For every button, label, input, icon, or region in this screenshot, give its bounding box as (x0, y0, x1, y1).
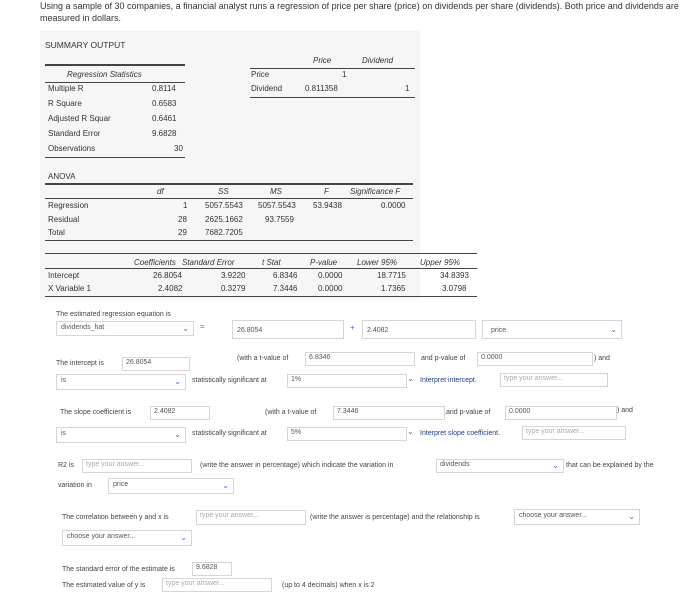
equation-y-value: dividends_hat (61, 324, 105, 331)
stat-value: 0.8114 (152, 84, 176, 93)
slope-is-select[interactable] (56, 427, 186, 443)
coef-header: Standard Error (182, 258, 235, 267)
slope-significance-input[interactable] (287, 427, 407, 441)
chevron-down-icon: ⌄ (407, 427, 414, 436)
coef-header: Upper 95% (420, 258, 461, 267)
anova-cell: 93.7559 (265, 215, 294, 224)
coef-cell: 26.8054 (153, 271, 182, 280)
slope-tvalue-value: 7.3446 (337, 408, 359, 415)
stat-label: Adjusted R Squar (48, 114, 111, 123)
anova-header: df (157, 187, 164, 196)
anova-row-label: Regression (48, 201, 89, 210)
slope-tvalue-input[interactable] (333, 406, 445, 420)
coef-header: t Stat (262, 258, 281, 267)
direction-select[interactable] (62, 530, 192, 546)
standard-error-input[interactable] (192, 562, 232, 576)
corr-col-price: Price (313, 56, 332, 65)
variation-in-label: variation in (58, 482, 92, 489)
relationship-select[interactable] (514, 509, 640, 525)
slope-tvalue-text: (with a t-value of (265, 409, 317, 416)
r2-variable-select[interactable] (436, 459, 564, 473)
anova-cell: 1 (183, 201, 188, 210)
anova-title: ANOVA (48, 172, 76, 181)
pvalue-text: and p-value of (421, 355, 466, 362)
stat-label: Observations (48, 144, 96, 153)
coef-cell: 0.0000 (318, 271, 343, 280)
coef-cell: 2.4082 (158, 284, 183, 293)
anova-header: MS (270, 187, 282, 196)
corr-value: 1 (342, 70, 347, 79)
coef-cell: 0.3279 (221, 284, 246, 293)
anova-header: F (324, 187, 329, 196)
interpret-slope-label: Interpret slope coefficient. (420, 430, 501, 437)
interpret-slope-placeholder: type your answer... (526, 428, 585, 435)
equation-y-select[interactable] (56, 321, 194, 336)
coef-cell: 3.9220 (221, 271, 246, 280)
slope-input-value: 2.4082 (367, 327, 389, 334)
slope-pvalue-input[interactable] (505, 406, 617, 420)
estimated-value-label: The estimated value of y is (62, 582, 146, 589)
corr-value: 0.811358 (305, 84, 338, 93)
anova-header: SS (218, 187, 229, 196)
standard-error-label: The standard error of the estimate is (62, 566, 175, 573)
chevron-down-icon: ⌄ (182, 323, 189, 333)
stat-value: 0.6583 (152, 99, 177, 108)
regression-statistics-title: Regression Statistics (67, 70, 142, 79)
slope-answer-input[interactable] (150, 406, 210, 420)
intercept-significance-value: 1% (291, 376, 302, 383)
coef-cell: 1.7365 (381, 284, 406, 293)
correlation-note: (write the answer is percentage) and the relationship is (310, 514, 480, 521)
slope-answer-value: 2.4082 (154, 408, 176, 415)
chevron-down-icon: ⌄ (628, 512, 635, 522)
corr-row-price: Price (251, 70, 270, 79)
anova-cell: 5057.5543 (205, 201, 243, 210)
chevron-down-icon: ⌄ (174, 430, 181, 440)
significance-text: statistically significant at (192, 430, 267, 437)
slope-significance-value: 5% (291, 429, 302, 436)
correlation-placeholder: type your answer... (200, 512, 259, 519)
relationship-value: choose your answer... (519, 512, 588, 519)
coef-row-label: Intercept (48, 271, 80, 280)
r2-label: R2 is (58, 462, 74, 469)
anova-cell: 5057.5543 (258, 201, 296, 210)
correlation-input[interactable] (196, 510, 306, 525)
coef-row-label: X Variable 1 (48, 284, 91, 293)
r2-placeholder: type your answer... (86, 461, 145, 468)
coef-header: Coefficients (134, 258, 176, 267)
stat-value: 9.6828 (152, 129, 177, 138)
coef-cell: 18.7715 (377, 271, 406, 280)
coef-cell: 7.3446 (273, 284, 298, 293)
intercept-text: The intercept is (56, 360, 104, 367)
coef-cell: 34.8393 (440, 271, 469, 280)
intercept-pvalue-input[interactable] (477, 352, 593, 366)
coef-cell: 0.0000 (318, 284, 343, 293)
chevron-down-icon: ⌄ (222, 481, 229, 491)
chevron-down-icon: ⌄ (610, 324, 617, 334)
corr-value: 1 (405, 84, 410, 93)
anova-cell: 29 (178, 228, 187, 237)
significance-text: statistically significant at (192, 377, 267, 384)
anova-cell: 28 (178, 215, 187, 224)
intercept-answer-input[interactable] (122, 357, 190, 371)
coef-cell: 3.0798 (442, 284, 467, 293)
estimated-value-input[interactable] (162, 578, 272, 592)
interpret-slope-input[interactable] (522, 426, 626, 440)
equation-label: The estimated regression equation is (56, 311, 171, 318)
equation-x-select[interactable] (482, 320, 622, 339)
r2-variable-value: dividends (440, 461, 470, 468)
intercept-answer-value: 26.8054 (126, 359, 152, 366)
chevron-down-icon: ⌄ (180, 533, 187, 543)
intercept-tvalue-text: (with a t-value of (237, 355, 289, 362)
r2-tail: that can be explained by the (566, 462, 654, 469)
anova-row-label: Total (48, 228, 65, 237)
corr-row-dividend: Dividend (251, 84, 283, 93)
chevron-down-icon: ⌄ (407, 374, 414, 383)
anova-row-label: Residual (48, 215, 80, 224)
corr-col-dividend: Dividend (362, 56, 394, 65)
direction-value: choose your answer... (67, 533, 136, 540)
chevron-down-icon: ⌄ (552, 461, 559, 471)
stat-value: 30 (174, 144, 183, 153)
intercept-input[interactable] (232, 320, 344, 339)
r2-note: (write the answer in percentage) which indicate the variation in (200, 462, 394, 469)
plus-sign: + (350, 323, 355, 332)
intercept-input-value: 26.8054 (237, 327, 263, 334)
interpret-intercept-placeholder: type your answer... (504, 375, 563, 382)
slope-pvalue-value: 0.0000 (509, 408, 531, 415)
stat-value: 0.6461 (152, 114, 177, 123)
intercept-significance-input[interactable] (287, 374, 407, 388)
intercept-tvalue-value: 6.8346 (309, 354, 331, 361)
correlation-label: The correlation between y and x is (62, 514, 169, 521)
stat-label: Multiple R (48, 84, 84, 93)
r2-input[interactable] (82, 459, 192, 473)
stat-label: R Square (48, 99, 82, 108)
slope-text: The slope coefficient is (60, 409, 132, 416)
estimated-value-note: (up to 4 decimals) when x is 2 (282, 582, 375, 589)
intercept-pvalue-value: 0.0000 (481, 354, 503, 361)
coef-header: P-value (310, 258, 338, 267)
stat-label: Standard Error (48, 129, 101, 138)
intercept-is-select[interactable] (56, 374, 186, 390)
slope-is-value: is (61, 430, 67, 437)
pvalue-text: and p-value of (446, 409, 491, 416)
question-intro: Using a sample of 30 companies, a financial analyst runs a regression of price per share (price) on dividends per share (dividends). Both price and dividends are measured in dollars. (40, 1, 679, 23)
standard-error-value: 9.6828 (196, 564, 218, 571)
interpret-intercept-label: Interpret intercept. (420, 377, 477, 384)
anova-cell: 2625.1662 (205, 215, 243, 224)
intercept-is-value: is (61, 377, 67, 384)
equals-sign: = (200, 322, 205, 331)
intercept-tvalue-input[interactable] (305, 352, 415, 366)
variation-value: price (113, 481, 129, 488)
chevron-down-icon: ⌄ (174, 377, 181, 387)
slope-input[interactable] (362, 320, 476, 339)
and-text: ) and (594, 355, 610, 362)
equation-x-value: price (491, 327, 507, 334)
anova-cell: 7682.7205 (205, 228, 243, 237)
estimated-value-placeholder: type your answer... (166, 580, 225, 587)
anova-cell: 0.0000 (381, 201, 406, 210)
coef-cell: 6.8346 (273, 271, 298, 280)
summary-title: SUMMARY OUTPUT (45, 40, 126, 50)
anova-header: Significance F (350, 187, 401, 196)
and-text: ) and (617, 407, 633, 414)
anova-cell: 53.9438 (313, 201, 342, 210)
coef-header: Lower 95% (357, 258, 398, 267)
variation-select[interactable] (108, 478, 234, 494)
interpret-intercept-input[interactable] (500, 373, 608, 387)
